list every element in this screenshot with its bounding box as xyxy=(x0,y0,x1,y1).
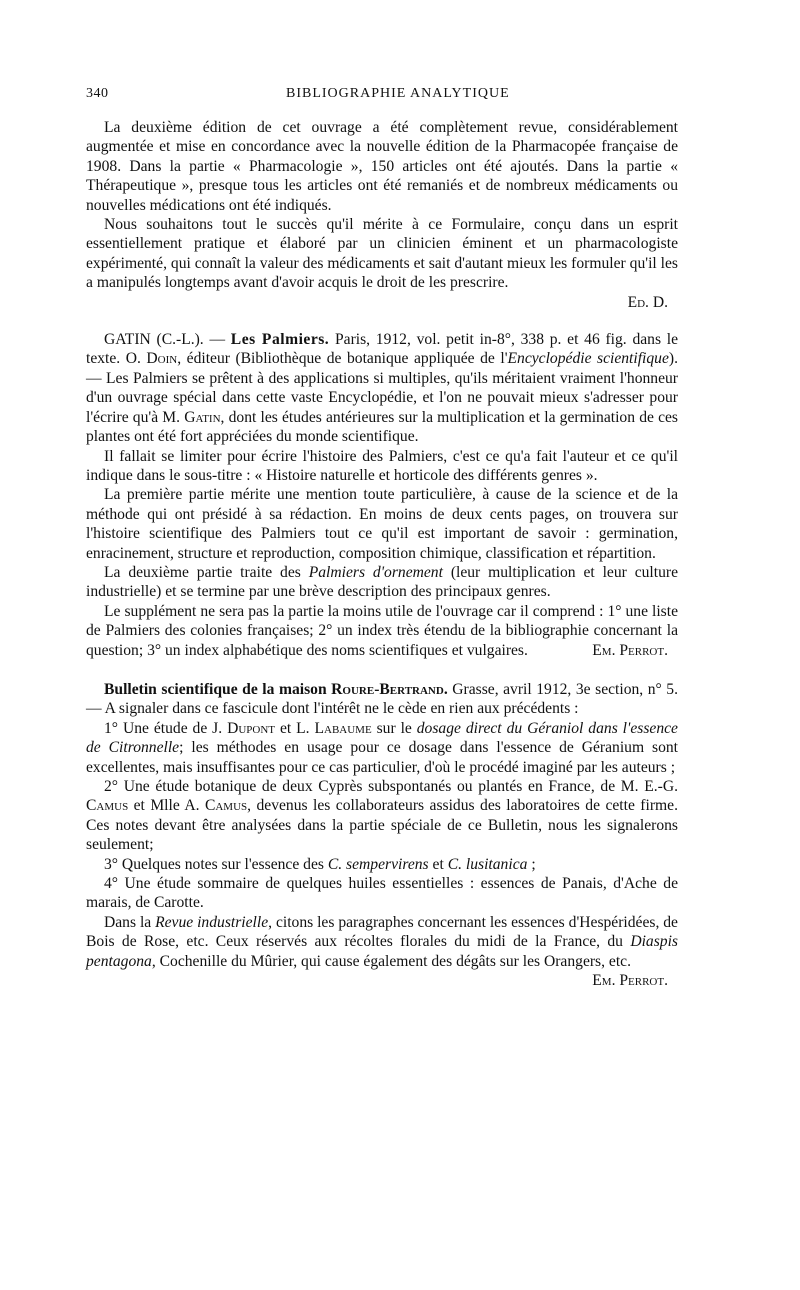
running-title: BIBLIOGRAPHIE ANALYTIQUE xyxy=(286,86,510,101)
book-title: Les Palmiers. xyxy=(230,331,330,349)
bulletin-title: Bulletin scientifique de la maison xyxy=(104,680,327,698)
review-paragraph: Dans la Revue industrielle, citons les paragraphes concernant les essences d'Hespéridées, de Bois de Rose, etc. Ceux réservés aux récoltes florales du midi de la France, du Diaspis pentagona, Cochenille du Mûrier, qui cause également des dégâts sur les Orangers, etc. Em. Perrot. xyxy=(86,913,678,990)
series-title: Encyclopédie scientifique xyxy=(507,350,669,368)
review-paragraph: Il fallait se limiter pour écrire l'histoire des Palmiers, c'est ce qu'a fait l'auteur et ce qu'il indique dans le sous-titre : « Histoire naturelle et horticole des différents genres ». xyxy=(86,447,678,484)
review-paragraph: La deuxième édition de cet ouvrage a été complètement revue, considérablement augmentée et mise en concordance avec la nouvelle édition de la Pharmacopée française de 1908. Dans la partie « Pharmacologie », 150 articles ont été ajoutés. Dans la partie « Thérapeutique », presque tous les articles ont été remaniés et de nombreux médicaments ou nouvelles médications ont été indiqués. xyxy=(86,119,678,214)
review-signature: Em. Perrot. xyxy=(592,972,668,990)
list-item: 1° Une étude de J. Dupont et L. Labaume sur le dosage direct du Géraniol dans l'essence de Citronnelle; les méthodes en usage pour ce dosage dans l'essence de Géranium sont excellentes, mais insuffisantes pour ce cas particulier, d'où le procédé imaginé par les auteurs ; xyxy=(86,719,678,776)
review-paragraph: Nous souhaitons tout le succès qu'il mérite à ce Formulaire, conçu dans un esprit essentiellement pratique et élaboré par un clinicien éminent et un pharmacologiste expérimenté, qui connaît la valeur des médicaments et sait d'autant mieux les formuler qu'il les a manipulés longtemps avant d'avoir acquis le droit de les prescrire. xyxy=(86,216,678,292)
review-palmiers xyxy=(86,330,678,660)
review-signature: Em. Perrot. xyxy=(592,641,668,659)
book-author: GATIN (C.-L.). — xyxy=(104,331,226,349)
review-paragraph: Le supplément ne sera pas la partie la moins utile de l'ouvrage car il comprend : 1° une liste de Palmiers des colonies françaises; 2° un index très étendu de la bibliographie concernant la question; 3° un index alphabétique des noms scientifiques et vulgaires. Em. Perrot. xyxy=(86,602,678,659)
author-name: Gatin xyxy=(184,408,221,426)
publisher-name: Doin xyxy=(146,350,178,368)
page-body xyxy=(86,118,678,990)
review-paragraph: GATIN (C.-L.). — Les Palmiers. Paris, 1912, vol. petit in-8°, 338 p. et 46 fig. dans le texte. O. Doin, éditeur (Bibliothèque de botanique appliquée de l'Encyclopédie scientifique). — Les Palmiers se prêtent à des applications si multiples, qu'ils méritaient vraiment l'honneur d'un ouvrage spécial dans cette vaste Encyclopédie, et l'on ne pouvait mieux s'adresser pour l'écrire qu'à M. Gatin, dont les études antérieures sur la multiplication et la germination de ces plantes ont été fort appréciées du monde scientifique. xyxy=(86,331,679,446)
review-paragraph: Bulletin scientifique de la maison Roure-Bertrand. Grasse, avril 1912, 3e section, n° 5. — A signaler dans ce fascicule dont l'intérêt ne le cède en rien aux précédents : xyxy=(86,680,678,718)
review-signature: Ed. D. xyxy=(627,293,668,311)
company-name: Roure-Bertrand. xyxy=(331,680,448,698)
review-formulaire xyxy=(86,118,678,312)
review-paragraph: La première partie mérite une mention toute particulière, à cause de la science et de la méthode qui ont présidé à sa rédaction. En moins de deux cents pages, on trouvera sur l'histoire scientifique des Palmiers tout ce qu'il est important de savoir : germination, enracinement, structure et reproduction, composition chimique, classification et répartition. xyxy=(86,486,678,562)
review-paragraph: La deuxième partie traite des Palmiers d'ornement (leur multiplication et leur culture industrielle) et se termine par une brève description des principaux genres. xyxy=(86,563,678,601)
list-item: 3° Quelques notes sur l'essence des C. sempervirens et C. lusitanica ; xyxy=(104,855,536,873)
page-number: 340 xyxy=(86,86,109,101)
list-item: 2° Une étude botanique de deux Cyprès subspontanés ou plantés en France, de M. E.-G. Camus et Mlle A. Camus, devenus les collaborateurs assidus des laboratoires de cette firme. Ces notes devant être analysées dans la partie spéciale de ce Bulletin, nous les signalerons seulement; xyxy=(86,778,679,854)
list-item: 4° Une étude sommaire de quelques huiles essentielles : essences de Panais, d'Ache de marais, de Carotte. xyxy=(86,875,678,912)
review-bulletin xyxy=(86,680,679,990)
